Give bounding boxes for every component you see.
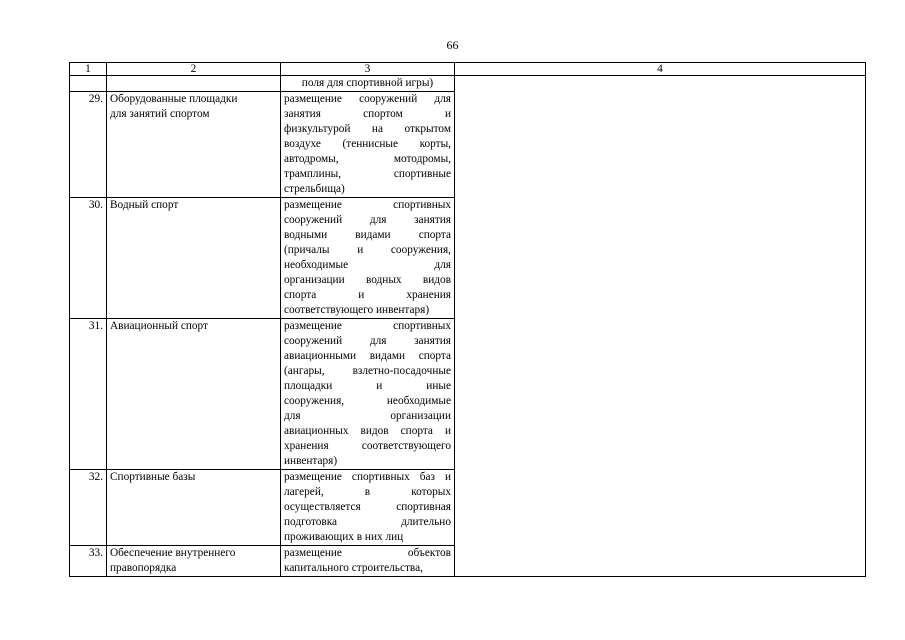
description-line: площадки и иные: [284, 380, 451, 392]
use-type-name: [107, 198, 281, 319]
continuation-name: [107, 76, 281, 92]
description-line: размещение спортивных: [284, 320, 451, 332]
use-type-name: [107, 546, 281, 577]
description-line: размещение объектов: [284, 547, 451, 559]
description-line: занятия спортом и: [284, 108, 451, 120]
description-line: размещение сооружений для: [284, 93, 451, 105]
description-line: физкультурой на открытом: [284, 123, 451, 135]
description-line: спорта и хранения: [284, 289, 451, 301]
row-number: 33.: [70, 546, 107, 577]
continuation-num: [70, 76, 107, 92]
description-line: сооружения, необходимые: [284, 395, 451, 407]
continuation-line: поля для спортивной игры): [301, 77, 434, 89]
use-description: [281, 546, 455, 577]
description-line: сооружений для занятия: [284, 335, 451, 347]
description-line: необходимые для: [284, 259, 451, 271]
description-line: авиационных видов спорта и: [284, 425, 451, 437]
header-row: [70, 63, 866, 76]
description-line: организации водных видов: [284, 274, 451, 286]
name-line: Спортивные базы: [110, 471, 196, 483]
name-line: Обеспечение внутреннего: [110, 547, 236, 559]
use-description: [281, 470, 455, 546]
use-description: [281, 198, 455, 319]
description-line: трамплины, спортивные: [284, 168, 451, 180]
name-line: правопорядка: [110, 562, 177, 574]
header-col-4: 4: [455, 63, 866, 76]
name-line: Водный спорт: [110, 199, 179, 211]
description-line: стрельбища): [284, 183, 345, 195]
row-number: 31.: [70, 319, 107, 470]
use-type-name: [107, 470, 281, 546]
use-description: [281, 319, 455, 470]
use-type-name: [107, 92, 281, 198]
name-line: Оборудованные площадки: [110, 93, 238, 105]
description-line: размещение спортивных баз и: [284, 471, 451, 483]
row-number: 29.: [70, 92, 107, 198]
description-line: хранения соответствующего: [284, 440, 451, 452]
description-line: проживающих в них лиц: [284, 531, 404, 543]
header-col-2: 2: [107, 63, 281, 76]
description-line: водными видами спорта: [284, 229, 451, 241]
continuation-desc: [281, 76, 455, 92]
description-line: для организации: [284, 410, 451, 422]
use-type-name: [107, 319, 281, 470]
description-line: воздухе (теннисные корты,: [284, 138, 451, 150]
description-line: лагерей, в которых: [284, 486, 451, 498]
continuation-row: [70, 76, 866, 92]
regulation-table: [69, 62, 866, 577]
description-line: инвентаря): [284, 455, 338, 467]
description-line: автодромы, мотодромы,: [284, 153, 451, 165]
row-number: 30.: [70, 198, 107, 319]
header-col-3: 3: [281, 63, 455, 76]
use-description: [281, 92, 455, 198]
name-line: для занятий спортом: [110, 108, 210, 120]
description-line: подготовка длительно: [284, 516, 451, 528]
description-line: осуществляется спортивная: [284, 501, 451, 513]
name-line: Авиационный спорт: [110, 320, 208, 332]
col4-cell: [455, 76, 866, 577]
row-number: 32.: [70, 470, 107, 546]
description-line: (причалы и сооружения,: [284, 244, 451, 256]
description-line: (ангары, взлетно-посадочные: [284, 365, 451, 377]
description-line: авиационными видами спорта: [284, 350, 451, 362]
description-line: капитального строительства,: [284, 562, 423, 574]
header-col-1: 1: [70, 63, 107, 76]
description-line: размещение спортивных: [284, 199, 451, 211]
page-number: 66: [446, 38, 459, 52]
description-line: соответствующего инвентаря): [284, 304, 430, 316]
description-line: сооружений для занятия: [284, 214, 451, 226]
